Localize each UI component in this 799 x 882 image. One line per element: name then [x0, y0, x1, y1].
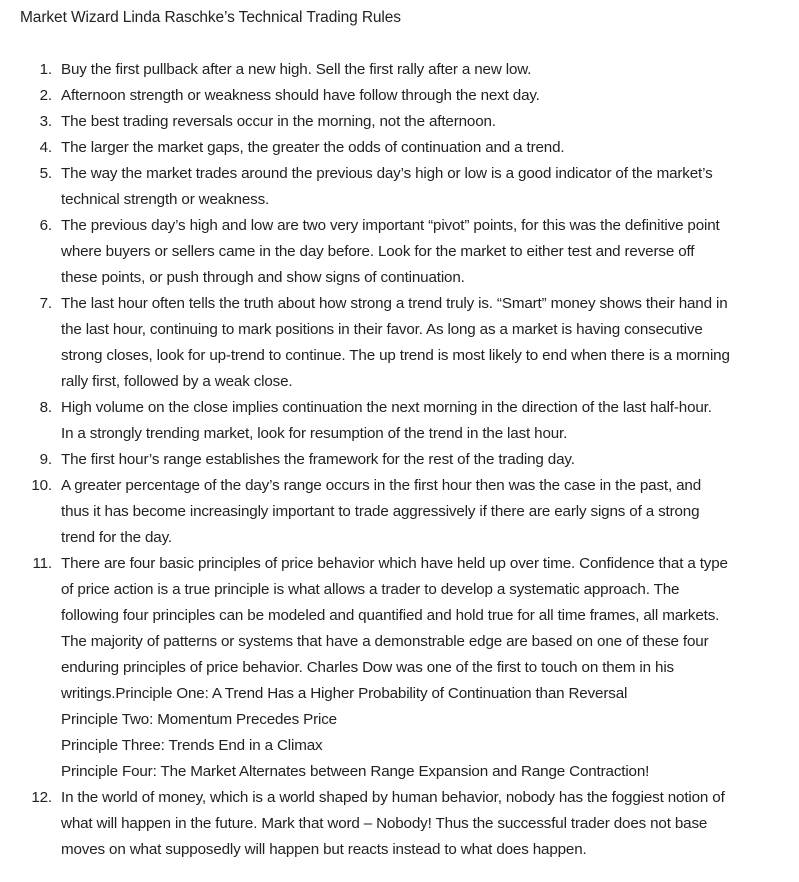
rule-text-line: The larger the market gaps, the greater the odds of continuation and a trend.	[61, 139, 565, 156]
rule-number: 7.	[39, 295, 52, 312]
rule-number: 10.	[31, 477, 52, 494]
rule-text-line: writings.Principle One: A Trend Has a Higher Probability of Continuation than Reversal	[61, 685, 628, 702]
rule-text-line: The first hour’s range establishes the framework for the rest of the trading day.	[61, 451, 575, 468]
rule-text-line: thus it has become increasingly important to trade aggressively if there are early signs of a strong	[61, 503, 700, 520]
rule-text-line: The last hour often tells the truth about how strong a trend truly is. “Smart” money shows their hand in	[61, 295, 728, 312]
rule-text-line: There are four basic principles of price behavior which have held up over time. Confidence that a type	[61, 555, 728, 572]
rule-text-line: Principle Two: Momentum Precedes Price	[61, 711, 337, 728]
rule-text-line: technical strength or weakness.	[61, 191, 270, 208]
rule-text-line: these points, or push through and show signs of continuation.	[61, 269, 465, 286]
rule-number: 12.	[31, 789, 52, 806]
rule-text-line: The best trading reversals occur in the morning, not the afternoon.	[61, 113, 496, 130]
rule-text-line: following four principles can be modeled and quantified and hold true for all time frames, all markets.	[61, 607, 720, 624]
rule-number: 9.	[39, 451, 52, 468]
rule-number: 2.	[39, 87, 52, 104]
rule-number: 5.	[39, 165, 52, 182]
rule-text-line: the last hour, continuing to mark positions in their favor. As long as a market is having consecutive	[61, 321, 703, 338]
rule-text-line: rally first, followed by a weak close.	[61, 373, 293, 390]
rule-item	[0, 135, 790, 161]
rule-text-line: what will happen in the future. Mark that word – Nobody! Thus the successful trader does not base	[61, 815, 708, 832]
rule-item	[0, 57, 790, 83]
rule-text-line: High volume on the close implies continuation the next morning in the direction of the last half-hour.	[61, 399, 712, 416]
rule-item	[0, 447, 790, 473]
rule-number: 4.	[39, 139, 52, 156]
rule-text-line: Afternoon strength or weakness should have follow through the next day.	[61, 87, 540, 104]
rules-list	[0, 57, 790, 863]
rule-text-line: In the world of money, which is a world shaped by human behavior, nobody has the foggiest notion of	[61, 789, 725, 806]
rule-item	[0, 83, 790, 109]
rule-text-line: trend for the day.	[61, 529, 172, 546]
rule-item	[0, 291, 790, 395]
rule-text-line: A greater percentage of the day’s range occurs in the first hour then was the case in the past, and	[61, 477, 702, 494]
rule-text-line: Principle Four: The Market Alternates between Range Expansion and Range Contraction!	[61, 763, 650, 780]
rule-number: 3.	[39, 113, 52, 130]
rule-text-line: Principle Three: Trends End in a Climax	[61, 737, 323, 754]
rule-text-line: of price action is a true principle is what allows a trader to develop a systematic approach. The	[61, 581, 680, 598]
rule-number: 6.	[39, 217, 52, 234]
rule-item	[0, 109, 790, 135]
rule-text-line: In a strongly trending market, look for resumption of the trend in the last hour.	[61, 425, 568, 442]
rule-item	[0, 395, 790, 447]
rule-text-line: moves on what supposedly will happen but reacts instead to what does happen.	[61, 841, 587, 858]
rule-number: 1.	[39, 61, 52, 78]
rule-number: 11.	[32, 555, 52, 572]
rule-item	[0, 213, 790, 291]
rule-item	[0, 785, 790, 863]
rule-text-line: The previous day’s high and low are two very important “pivot” points, for this was the definitive point	[61, 217, 720, 234]
rule-number: 8.	[39, 399, 52, 416]
rule-item	[0, 473, 790, 551]
rule-item	[0, 551, 790, 785]
rule-text-line: The way the market trades around the previous day’s high or low is a good indicator of the market’s	[61, 165, 713, 182]
rule-text-line: enduring principles of price behavior. Charles Dow was one of the first to touch on them in his	[61, 659, 674, 676]
rule-text-line: where buyers or sellers came in the day before. Look for the market to either test and reverse off	[61, 243, 695, 260]
rule-text-line: Buy the first pullback after a new high. Sell the first rally after a new low.	[61, 61, 532, 78]
page-title: Market Wizard Linda Raschke’s Technical Trading Rules	[20, 9, 401, 26]
rule-text-line: The majority of patterns or systems that have a demonstrable edge are based on one of these four	[61, 633, 709, 650]
rule-text-line: strong closes, look for up-trend to continue. The up trend is most likely to end when there is a morning	[61, 347, 730, 364]
rule-item	[0, 161, 790, 213]
